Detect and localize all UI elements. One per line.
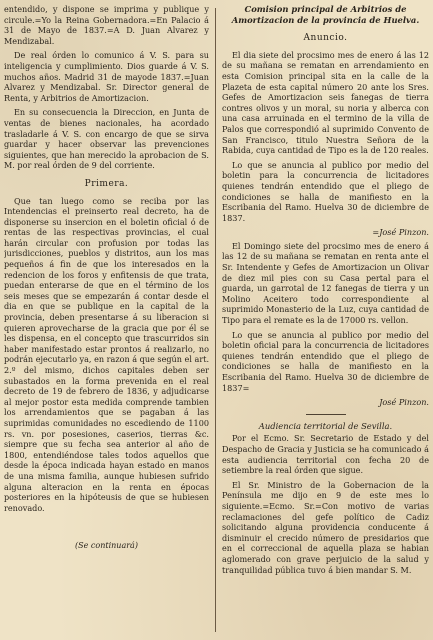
anuncio-title: Anuncio.: [303, 33, 348, 44]
left-column: [4, 4, 209, 636]
column-divider: [215, 8, 216, 632]
primera-body: Que tan luego como se reciba por las Intendencias el preinserto real decreto, ha de disponerse su insercion en el boletin oficial ó de rentas de las respectivas provincias, el cual harán circular con profusion por todas las jurisdicciones, pueblos y distritos, aun los mas pequeños á fin de que los interesados en la redencion de los foros y enfitensis de que trata, puedan enterarse de que en el término de los seis meses que se empezarán á contar desde el dia en que se publique en la capital de la provincia, deben presentarse á su liberacion si quieren aprovecharse de la gracia que por él se les dispensa, en el concepto que trascurridos sin haber manifestado estar prontos á realizarlo, no podrán ejecutarlo ya, en razon á que según el art. 2.º del mismo, dichos capitales deben ser subastados en la forma prevenida en el real decreto de 19 de febrero de 1836, y adjudicarse al mejor postor esta medida comprende tambien los arrendamientos que se pagaban á las suprimidas comunidades no escediendo de 1100 rs. vn. por posesiones, caserios, tierras &c. siempre que su fecha sea anterior al año de 1800, entendiéndose tales todos aquellos que desde la época indicada hayan estado en manos de una misma familia, aunque hubiesen sufrido alguna alteracion en la renta en épocas posteriores en la hipóteusis de que se hubiesen renovado.: [4, 195, 209, 513]
audiencia-paragraph-1: Por el Ecmo. Sr. Secretario de Estado y del Despacho de Gracia y Justicia se ha comunicado á esta audiencia territorial con fecha 20 de setiembre la real órden que sigue.: [222, 433, 429, 476]
royal-order-paragraph: De real órden lo comunico á V. S. para su inteligencia y cumplimiento. Dios guarde á V. S. muchos años. Madrid 31 de mayode 1837.=Juan Alvarez y Mendizabal. Sr. Director general de Renta, y Arbitrios de Amortizacion.: [4, 50, 209, 103]
direction-paragraph: En su consecuencia la Direccion, en Junta de ventas de bienes nacionales, ha acordado trasladarle á V. S. con encargo de que se sirva guardar y hacer observar las prevenciones siguientes, que han merecido la aprobacion de S. M. por real órden de 9 del corriente.: [4, 107, 209, 171]
notice-paragraph-2: Lo que se anuncia al publico por medio del boletin oficial para la concurrencia de licitadores quienes tendrán entendido que el pliego de condiciones se halla de manifiesto en la Escribania del Ramo. Huelva 30 de diciembre de 1837=: [222, 329, 429, 393]
notice-paragraph-1: Lo que se anuncia al publico por medio del boletin para la concurrencia de licitadores quienes tendrán entendido que el pliego de condiciones se halla de manifiesto en la Escribania del Ramo. Huelva 30 de diciembre de 1837.: [222, 159, 429, 223]
decree-closing-paragraph: entendido, y dispone se imprima y publique y circule.=Yo la Reina Gobernadora.=En Palacio á 31 de Mayo de 1837.=A D. Juan Alvarez y Mendizabal.: [4, 4, 209, 46]
auction-paragraph-2: El Domingo siete del procsimo mes de enero á las 12 de su mañana se rematan en renta ante el Sr. Intendente y Gefes de Amortizacion un Olivar de diez mil pies con su Casa pertal para el guarda, un garrotal de 12 fanegas de tierra y un Molino Aceitero todo correspondiente al suprimido Monasterio de la Luz, cuya cantidad de Tipo para el remate es la de 17000 rs. vellon.: [222, 240, 429, 326]
right-column: [222, 4, 429, 636]
commission-header: Comision principal de Arbitrios de Amortizacion de la provincia de Huelva.: [231, 4, 420, 25]
auction-paragraph-1: El dia siete del procsimo mes de enero á las 12 de su mañana se rematan en arrendamiento en esta Comision principal sita en la calle de la Plazeta de esta capital número 20 ante los Sres. Gefes de Amortizacion seis fanegas de tierra contres olivos y un moral, su noria y alberca con una casa arruinada en el termino de la villa de Palos que correspondió al suprimido Convento de San Francisco, titulo Nuestra Señora de la Rabida, cuya cantidad de Tipo es la de 120 reales.: [222, 49, 429, 156]
section-separator: [306, 414, 346, 415]
signature-jose-pinzon-2: José Pinzon.: [379, 397, 429, 408]
primera-heading: Primera.: [84, 178, 129, 189]
continued-note: (Se continuará): [75, 541, 138, 551]
audiencia-paragraph-2: El Sr. Ministro de la Gobernacion de la Península me dijo en 9 de este mes lo siguiente.=Ecmo. Sr.=Con motivo de varias reclamaciones del gefe político de Cadiz solicitando alguna providencia conducente á disminuir el crecido número de presidarios que en el correccional de aquella plaza se habian aglomerado con grave perjuicio de la salud y tranquilidad pública tuvo á bien mandar S. M.: [222, 479, 429, 575]
audiencia-heading: Audiencia territorial de Sevilla.: [258, 420, 393, 431]
signature-jose-pinzon-1: =José Pinzon.: [372, 227, 429, 238]
